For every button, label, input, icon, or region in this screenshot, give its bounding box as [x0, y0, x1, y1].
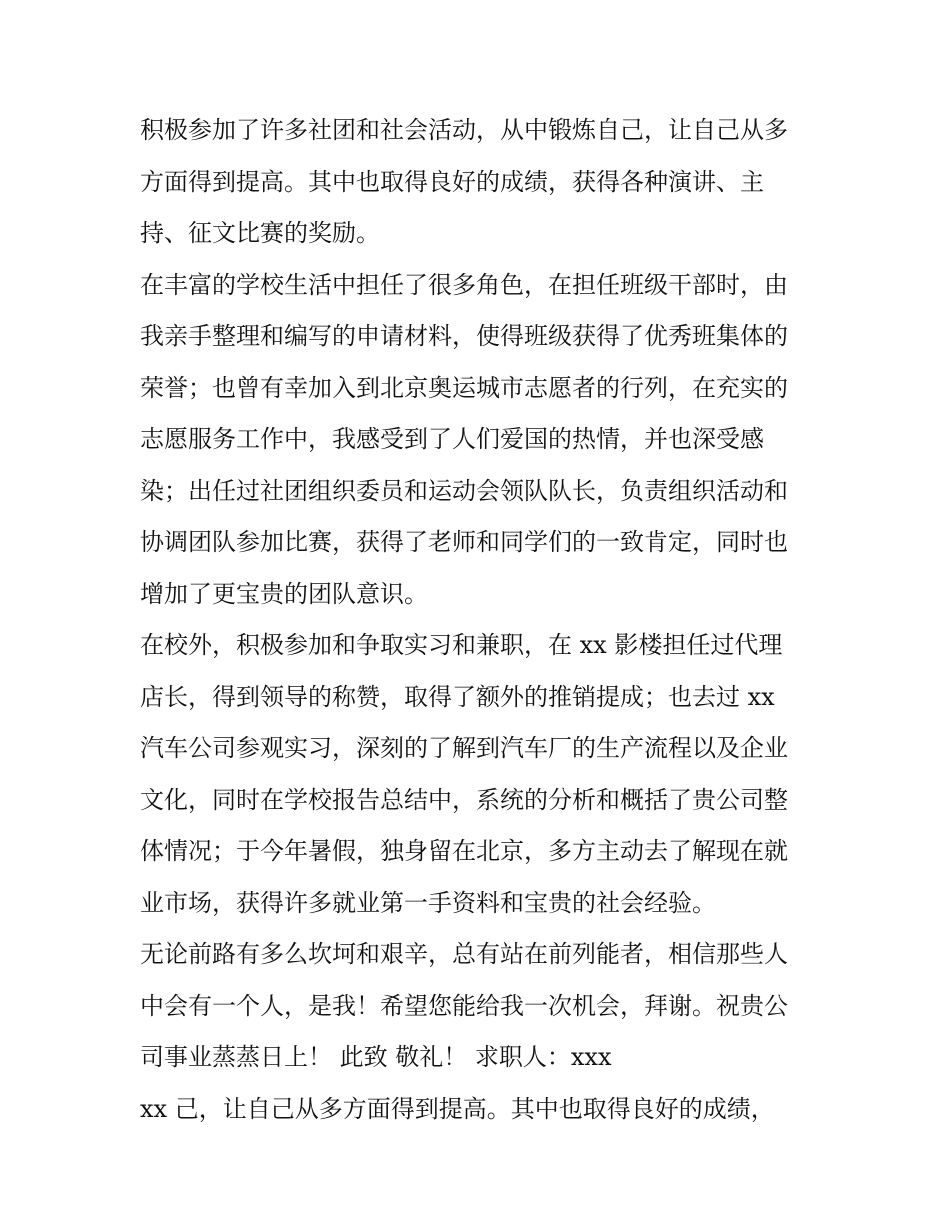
text-line: 荣誉；也曾有幸加入到北京奥运城市志愿者的行列，在充实的: [140, 373, 788, 402]
text-line: 文化，同时在学校报告总结中，系统的分析和概括了贵公司整: [140, 785, 788, 814]
text-line: 我亲手整理和编写的申请材料，使得班级获得了优秀班集体的: [140, 322, 788, 350]
text-line: 店长，得到领导的称赞，取得了额外的推销提成；也去过 xx: [140, 682, 775, 711]
text-line: 协调团队参加比赛，获得了老师和同学们的一致肯定，同时也: [140, 528, 788, 556]
text-line: 在丰富的学校生活中担任了很多角色，在担任班级干部时，由: [140, 270, 788, 299]
text-line: 染；出任过社团组织委员和运动会领队队长，负责组织活动和: [140, 476, 788, 505]
text-line: 无论前路有多么坎坷和艰辛，总有站在前列能者，相信那些人: [140, 940, 788, 968]
text-line: 增加了更宝贵的团队意识。: [140, 579, 428, 608]
text-line: 汽车公司参观实习，深刻的了解到汽车厂的生产流程以及企业: [140, 734, 788, 762]
text-line: 业市场，获得许多就业第一手资料和宝贵的社会经验。: [140, 888, 716, 917]
text-line: 司事业蒸蒸日上！ 此致 敬礼！ 求职人：xxx: [140, 1043, 612, 1071]
text-line: 持、征文比赛的奖励。: [140, 219, 380, 247]
text-line: 在校外，积极参加和争取实习和兼职，在 xx 影楼担任过代理: [140, 631, 783, 659]
text-line: 积极参加了许多社团和社会活动，从中锻炼自己，让自己从多: [140, 116, 788, 144]
text-line: xx 己，让自己从多方面得到提高。其中也取得良好的成绩，: [140, 1094, 775, 1123]
text-line: 中会有一个人，是我！希望您能给我一次机会，拜谢。祝贵公: [140, 991, 788, 1020]
text-line: 方面得到提高。其中也取得良好的成绩，获得各种演讲、主: [140, 167, 764, 196]
document-body: [140, 105, 820, 1135]
text-line: 体情况；于今年暑假，独身留在北京，多方主动去了解现在就: [140, 837, 788, 865]
text-line: 志愿服务工作中，我感受到了人们爱国的热情，并也深受感: [140, 425, 764, 453]
